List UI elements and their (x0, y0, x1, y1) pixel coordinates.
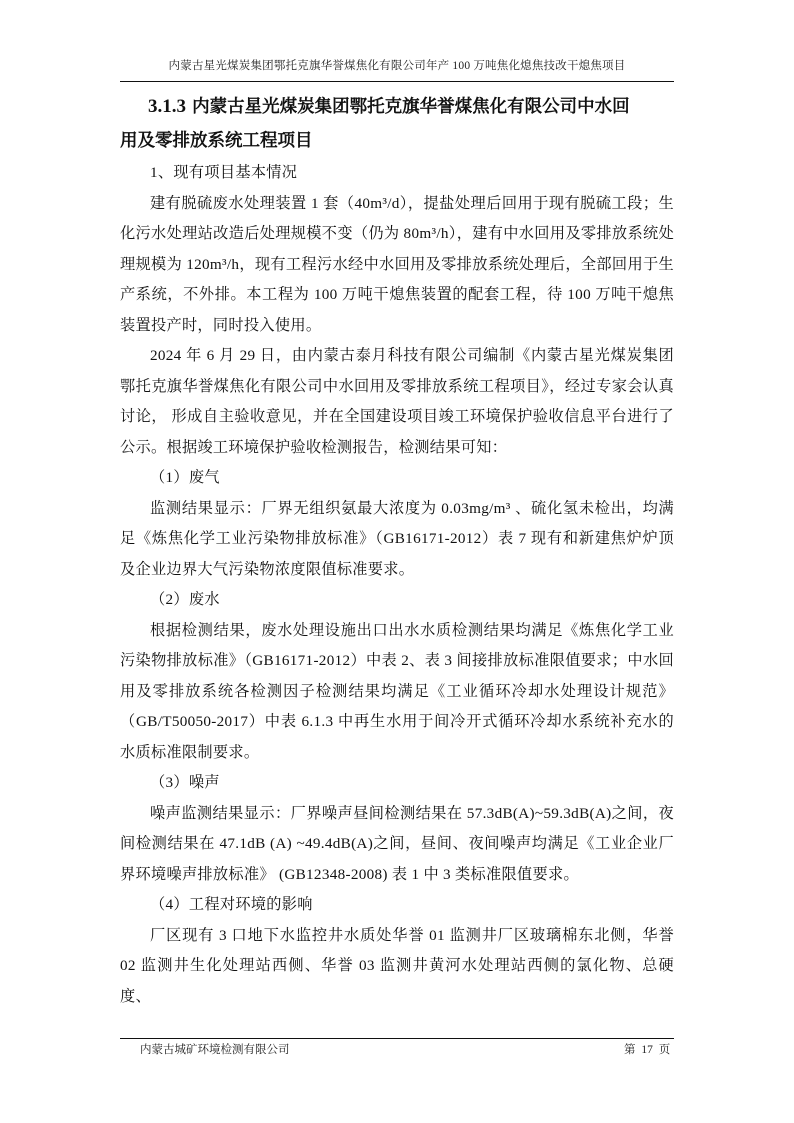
paragraph-waste-water: 根据检测结果，废水处理设施出口出水水质检测结果均满足《炼焦化学工业污染物排放标准》（GB16171-2012）中表 2、表 3 间接排放标准限值要求；中水回用及零排放系统各检测因子检测结果均满足《工业循环冷却水处理设计规范》（GB/T50050-2017）中表 6.1.3 中再生水用于间冷开式循环冷却水系统补充水的水质标准限制要求。 (120, 621, 674, 761)
header-divider (120, 81, 674, 82)
footer-company: 内蒙古城矿环境检测有限公司 (140, 1044, 290, 1056)
footer-divider (120, 1038, 674, 1039)
paragraph-environmental-impact: 厂区现有 3 口地下水监控井水质处华誉 01 监测井厂区玻璃棉东北侧，华誉 02 监测井生化处理站西侧、华誉 03 监测井黄河水处理站西侧的氯化物、总硬度、 (120, 926, 674, 1005)
subheading-existing-project: 1、现有项目基本情况 (150, 164, 298, 181)
section-title-part2: 用及零排放系统工程项目 (120, 131, 313, 151)
paragraph-waste-gas: 监测结果显示：厂界无组织氨最大浓度为 0.03mg/m³ 、硫化氢未检出，均满足《炼焦化学工业污染物排放标准》（GB16171-2012）表 7 现有和新建焦炉炉顶及企业边界大气污染物浓度限值标准要求。 (120, 499, 674, 578)
subheading-environmental-impact: （4）工程对环境的影响 (150, 896, 313, 913)
section-title-part1: 内蒙古星光煤炭集团鄂托克旗华誉煤焦化有限公司中水回 (186, 97, 630, 117)
section-heading (120, 90, 674, 158)
paragraph-existing-project: 建有脱硫废水处理装置 1 套（40m³/d），提盐处理后回用于现有脱硫工段；生化污水处理站改造后处理规模不变（仍为 80m³/h），建有中水回用及零排放系统处理规模为 120m³/h，现有工程污水经中水回用及零排放系统处理后，全部回用于生产系统，不外排。本工程为 100 万吨干熄焦装置的配套工程，待 100 万吨干熄焦装置投产时，同时投入使用。 (120, 194, 674, 334)
page-content (120, 90, 674, 1012)
section-heading-line1 (120, 90, 674, 124)
subheading-noise: （3）噪声 (150, 774, 220, 791)
section-number: 3.1.3 (148, 96, 186, 117)
paragraph-acceptance: 2024 年 6 月 29 日，由内蒙古泰月科技有限公司编制《内蒙古星光煤炭集团鄂托克旗华誉煤焦化有限公司中水回用及零排放系统工程项目》，经过专家会认真讨论， 形成自主验收意见，并在全国建设项目竣工环境保护验收信息平台进行了公示。根据竣工环境保护验收检测报告，检测结果可知： (120, 347, 674, 456)
subheading-waste-gas: （1）废气 (150, 469, 220, 486)
paragraph-noise: 噪声监测结果显示：厂界噪声昼间检测结果在 57.3dB(A)~59.3dB(A)之间，夜间检测结果在 47.1dB (A) ~49.4dB(A)之间，昼间、夜间噪声均满足《工业企业厂界环境噪声排放标准》 (GB12348-2008) 表 1 中 3 类标准限值要求。 (120, 804, 674, 883)
running-header: 内蒙古星光煤炭集团鄂托克旗华誉煤焦化有限公司年产 100 万吨焦化熄焦技改干熄焦项目 (168, 60, 626, 72)
page-number: 第 17 页 (624, 1044, 671, 1056)
subheading-waste-water: （2）废水 (150, 591, 220, 608)
